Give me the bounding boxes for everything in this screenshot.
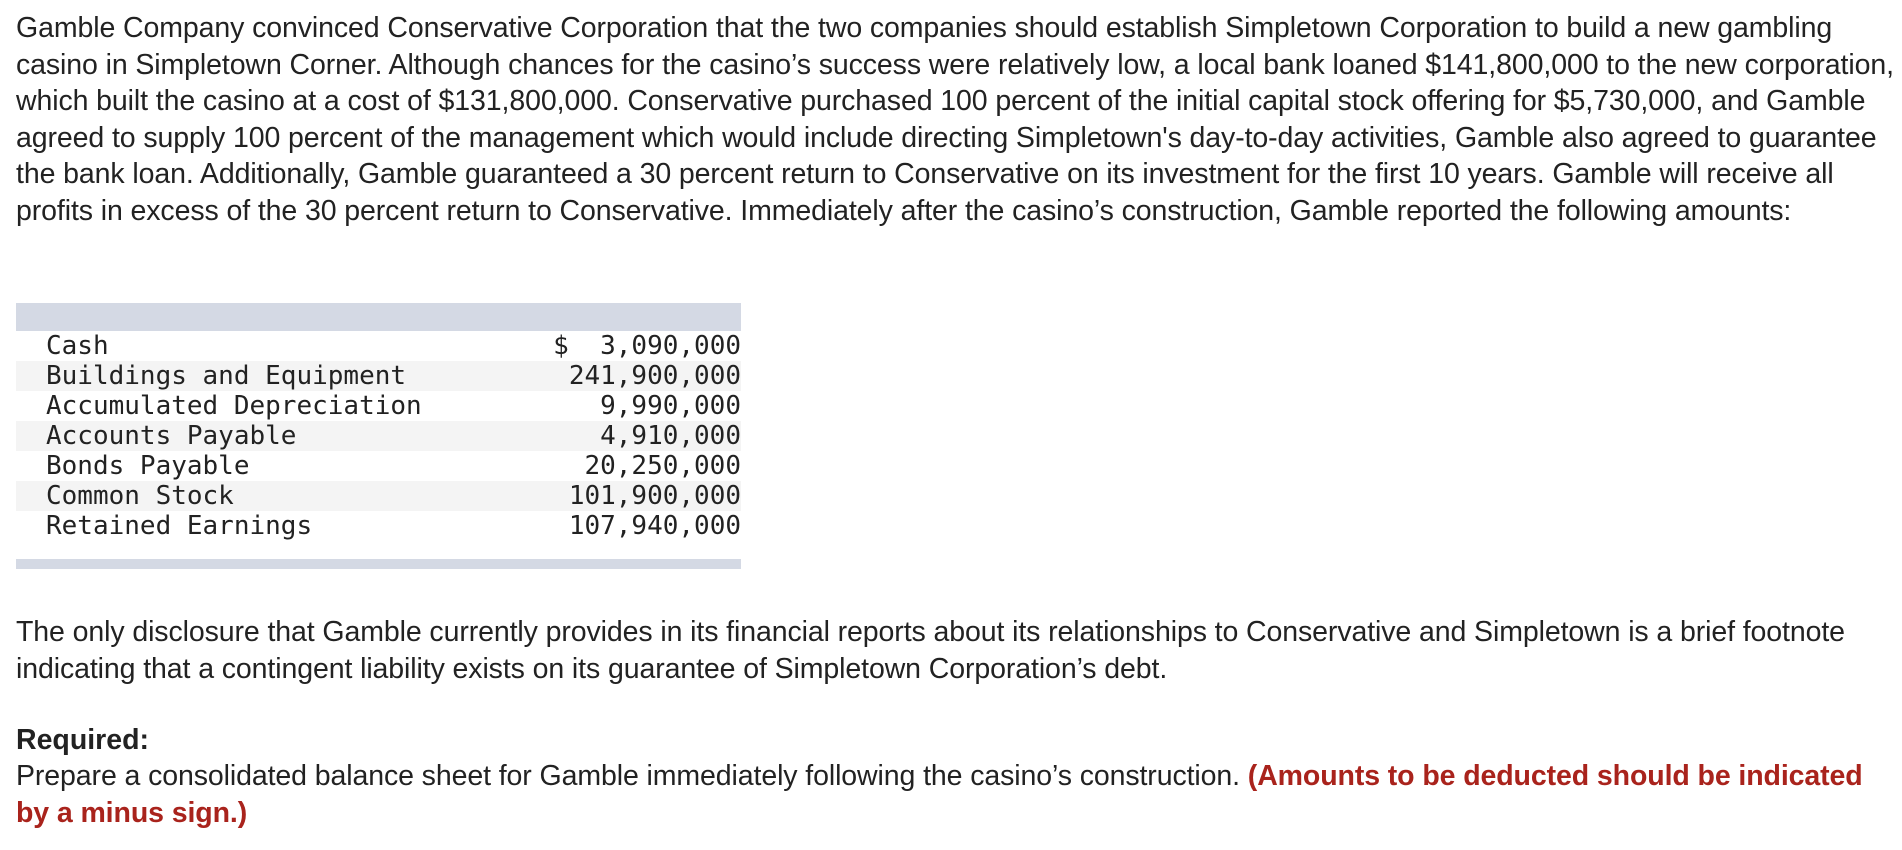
- required-instruction: [16, 758, 1896, 831]
- table-row-bonds-payable: [16, 451, 741, 481]
- row-amount: 4,910,000: [600, 421, 741, 451]
- table-row-buildings-and-equipment: [16, 361, 741, 391]
- row-amount: 241,900,000: [568, 361, 741, 391]
- row-label: Retained Earnings: [46, 511, 313, 541]
- table-row-cash: [16, 331, 741, 361]
- problem-intro-paragraph: Gamble Company convinced Conservative Corporation that the two companies should establish Simpletown Corporation to build a new gambling casino in Simpletown Corner. Although chances for the casino’s success were relatively low, a local bank loaned $141,800,000 to the new corporation, which built the casino at a cost of $131,800,000. Conservative purchased 100 percent of the initial capital stock offering for $5,730,000, and Gamble agreed to supply 100 percent of the management which would include directing Simpletown's day-to-day activities, Gamble also agreed to guarantee the bank loan. Additionally, Gamble guaranteed a 30 percent return to Conservative on its investment for the first 10 years. Gamble will receive all profits in excess of the 30 percent return to Conservative. Immediately after the casino’s construction, Gamble reported the following amounts:: [16, 12, 1894, 227]
- required-heading: Required:: [16, 724, 150, 756]
- disclosure-paragraph: The only disclosure that Gamble currently provides in its financial reports about its relationships to Conservative and Simpletown is a brief footnote indicating that a contingent liability exists on its guarantee of Simpletown Corporation’s debt.: [16, 616, 1845, 685]
- row-amount: 20,250,000: [584, 451, 741, 481]
- row-label: Accounts Payable: [46, 421, 297, 451]
- table-row-accounts-payable: [16, 421, 741, 451]
- row-amount: $ 3,090,000: [553, 331, 741, 361]
- reported-amounts-table: [16, 303, 741, 569]
- row-label: Bonds Payable: [46, 451, 250, 481]
- row-label: Buildings and Equipment: [46, 361, 407, 391]
- row-amount: 9,990,000: [600, 391, 741, 421]
- table-row-accumulated-depreciation: [16, 391, 741, 421]
- row-label: Common Stock: [46, 481, 234, 511]
- table-footer-bar: [16, 559, 741, 569]
- table-row-common-stock: [16, 481, 741, 511]
- table-row-retained-earnings: [16, 511, 741, 541]
- row-amount: 107,940,000: [568, 511, 741, 541]
- row-label: Cash: [46, 331, 109, 361]
- required-instruction-text: Prepare a consolidated balance sheet for Gamble immediately following the casino’s construction.: [16, 760, 1248, 792]
- required-note: (Amounts to be deducted should be indicated by a minus sign.): [16, 760, 1863, 829]
- row-label: Accumulated Depreciation: [46, 391, 422, 421]
- row-amount: 101,900,000: [568, 481, 741, 511]
- table-header-bar: [16, 303, 741, 331]
